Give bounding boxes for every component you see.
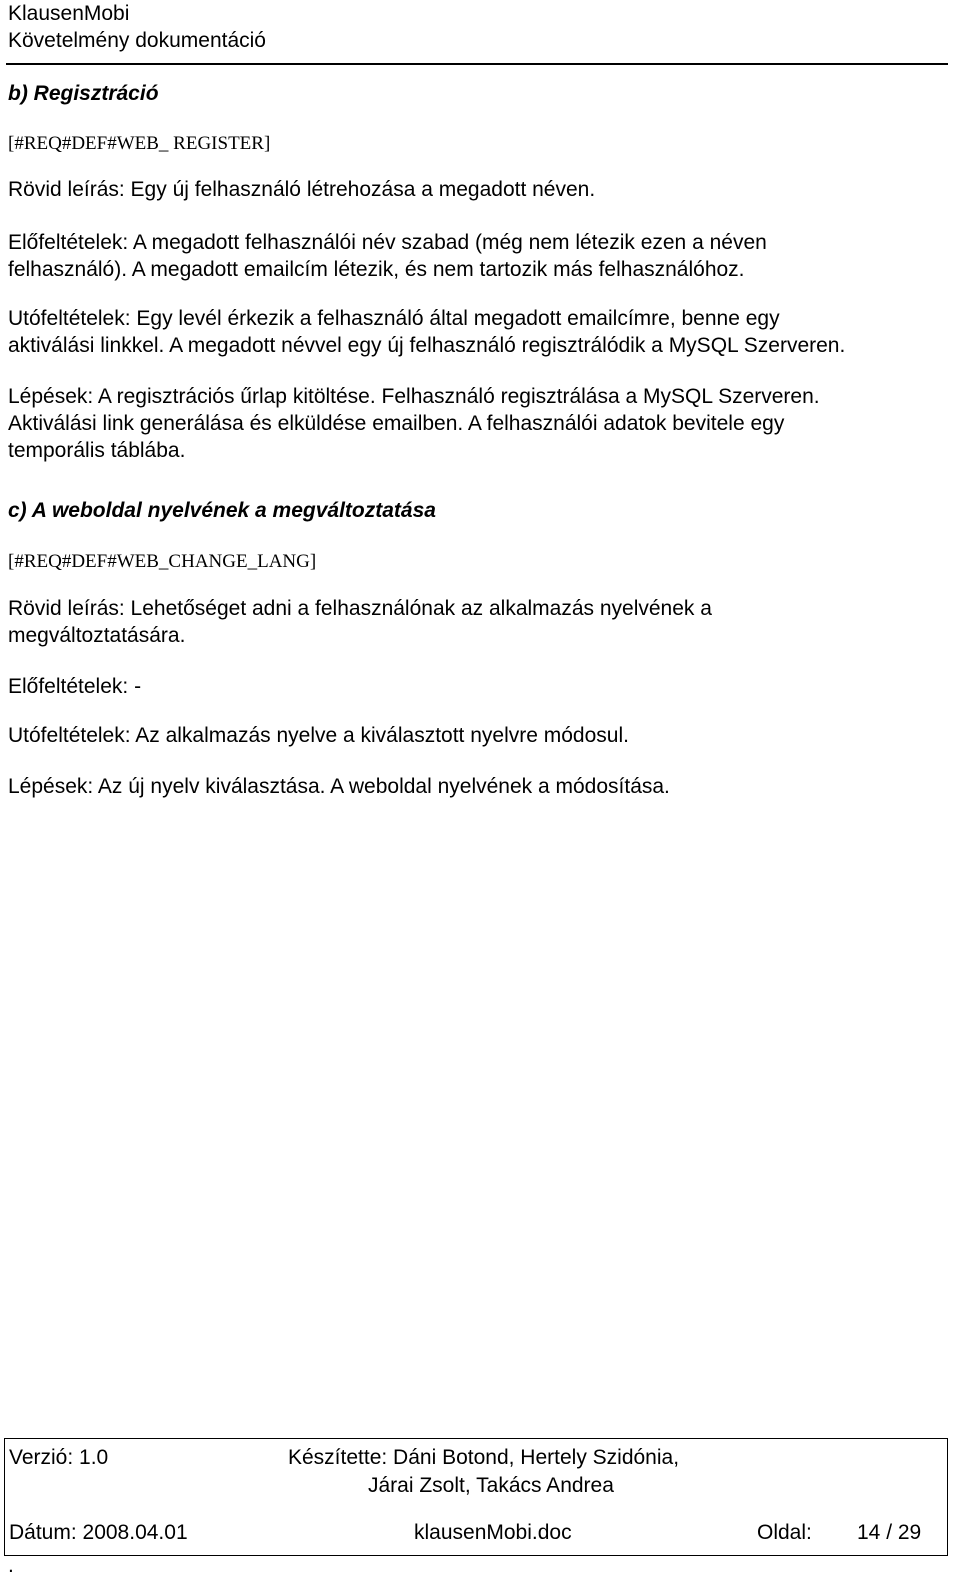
section-c-req-id: [#REQ#DEF#WEB_CHANGE_LANG] xyxy=(8,551,317,572)
section-b-steps-line: Aktiválási link generálása és elküldése emailben. A felhasználói adatok bevitele egy xyxy=(8,412,785,435)
header-app-name: KlausenMobi xyxy=(8,2,130,25)
section-b-preconditions xyxy=(8,229,948,283)
section-c-short-desc-line: megváltoztatására. xyxy=(8,624,186,647)
footer-page-label: Oldal: xyxy=(757,1521,812,1544)
footer-version: Verzió: 1.0 xyxy=(9,1446,109,1469)
section-b-short-desc: Rövid leírás: Egy új felhasználó létrehozása a megadott néven. xyxy=(8,178,596,201)
header-doc-title: Követelmény dokumentáció xyxy=(8,29,266,52)
footer-page-number: 14 / 29 xyxy=(857,1521,922,1544)
section-b-steps xyxy=(8,383,948,464)
section-c-heading: c) A weboldal nyelvének a megváltoztatása xyxy=(8,499,436,522)
section-b-req-id: [#REQ#DEF#WEB_ REGISTER] xyxy=(8,133,271,154)
section-b-heading: b) Regisztráció xyxy=(8,82,159,105)
section-b-preconditions-line: Előfeltételek: A megadott felhasználói név szabad (még nem létezik ezen a néven xyxy=(8,231,767,254)
page-header xyxy=(8,0,266,54)
section-c-short-desc-line: Rövid leírás: Lehetőséget adni a felhasználónak az alkalmazás nyelvének a xyxy=(8,597,712,620)
trailing-period: . xyxy=(8,1554,14,1577)
section-b-postconditions-line: Utófeltételek: Egy levél érkezik a felhasználó által megadott emailcímre, benne egy xyxy=(8,307,780,330)
footer-authors-line-1: Készítette: Dáni Botond, Hertely Szidónia, xyxy=(288,1446,680,1469)
section-b-steps-line: Lépések: A regisztrációs űrlap kitöltése. Felhasználó regisztrálása a MySQL Szerveren. xyxy=(8,385,820,408)
page-footer xyxy=(4,1438,948,1556)
section-c-preconditions: Előfeltételek: - xyxy=(8,675,142,698)
footer-filename: klausenMobi.doc xyxy=(414,1521,572,1544)
footer-date: Dátum: 2008.04.01 xyxy=(9,1521,188,1544)
section-b-postconditions xyxy=(8,305,948,359)
section-b-postconditions-line: aktiválási linkkel. A megadott névvel egy új felhasználó regisztrálódik a MySQL Szerveren. xyxy=(8,334,846,357)
footer-authors-line-2: Járai Zsolt, Takács Andrea xyxy=(368,1474,614,1497)
header-divider xyxy=(6,63,948,65)
section-c-postconditions: Utófeltételek: Az alkalmazás nyelve a kiválasztott nyelvre módosul. xyxy=(8,724,629,747)
section-c-short-desc xyxy=(8,595,948,649)
section-b-preconditions-line: felhasználó). A megadott emailcím létezik, és nem tartozik más felhasználóhoz. xyxy=(8,258,745,281)
section-b-steps-line: temporális táblába. xyxy=(8,439,186,462)
section-c-steps: Lépések: Az új nyelv kiválasztása. A weboldal nyelvének a módosítása. xyxy=(8,775,670,798)
